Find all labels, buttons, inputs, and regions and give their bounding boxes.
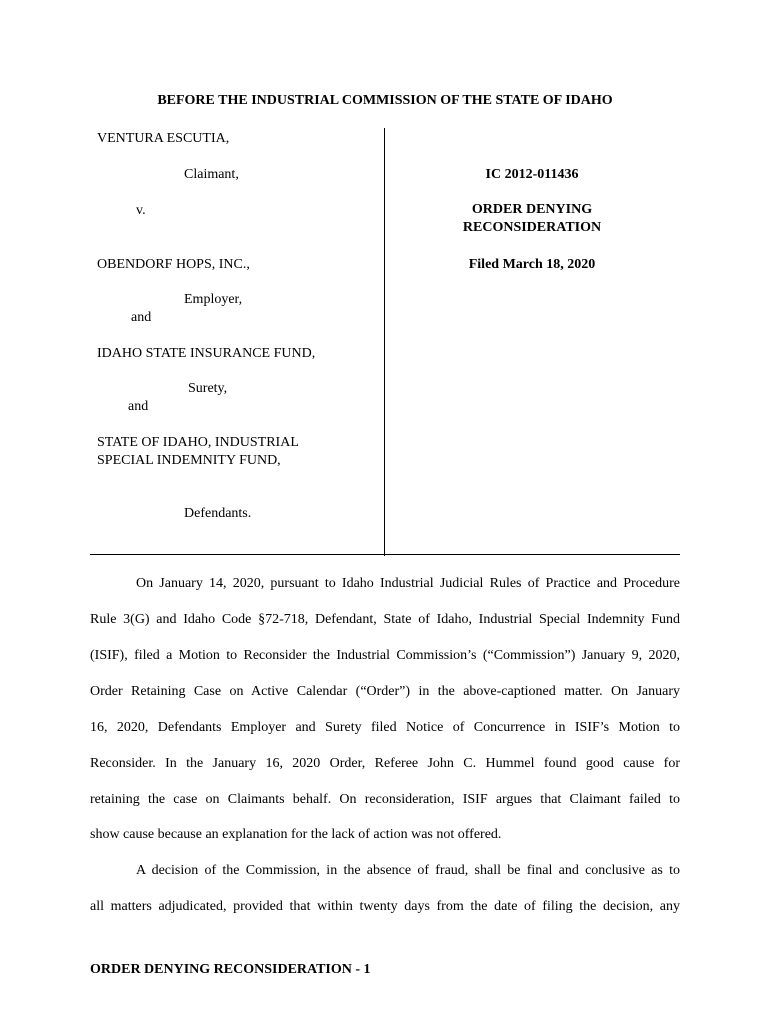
defendants-role: Defendants. bbox=[184, 506, 252, 521]
caption-horizontal-divider bbox=[90, 554, 680, 555]
paragraph1-line: Order Retaining Case on Active Calendar (“Order”) in the above-captioned matter. On January bbox=[90, 684, 680, 699]
document-heading: BEFORE THE INDUSTRIAL COMMISSION OF THE STATE OF IDAHO bbox=[157, 93, 613, 108]
versus-label: v. bbox=[136, 203, 146, 218]
isif-name-line1: STATE OF IDAHO, INDUSTRIAL bbox=[97, 435, 299, 450]
order-title-line2: RECONSIDERATION bbox=[462, 220, 602, 235]
caption-vertical-divider bbox=[384, 128, 385, 556]
paragraph2-line: A decision of the Commission, in the absence of fraud, shall be final and conclusive as to bbox=[136, 863, 680, 878]
isif-name-line2: SPECIAL INDEMNITY FUND, bbox=[97, 453, 281, 468]
and-label-1: and bbox=[131, 310, 152, 325]
case-number: IC 2012-011436 bbox=[485, 167, 579, 182]
paragraph1-line: Reconsider. In the January 16, 2020 Order, Referee John C. Hummel found good cause for bbox=[90, 756, 680, 771]
filed-date: Filed March 18, 2020 bbox=[468, 257, 596, 272]
paragraph1-last-line: show cause because an explanation for the lack of action was not offered. bbox=[90, 827, 502, 842]
paragraph2-line: all matters adjudicated, provided that within twenty days from the date of filing the decision, any bbox=[90, 899, 680, 914]
claimant-name: VENTURA ESCUTIA, bbox=[97, 131, 230, 146]
claimant-role: Claimant, bbox=[184, 167, 239, 182]
surety-role: Surety, bbox=[188, 381, 228, 396]
employer-name: OBENDORF HOPS, INC., bbox=[97, 257, 250, 272]
paragraph1-line: (ISIF), filed a Motion to Reconsider the Industrial Commission’s (“Commission”) January 9, 2020, bbox=[90, 648, 680, 663]
employer-role: Employer, bbox=[184, 292, 243, 307]
paragraph1-line: retaining the case on Claimants behalf. On reconsideration, ISIF argues that Claimant failed to bbox=[90, 792, 680, 807]
surety-name: IDAHO STATE INSURANCE FUND, bbox=[97, 346, 316, 361]
paragraph1-line: Rule 3(G) and Idaho Code §72-718, Defendant, State of Idaho, Industrial Special Indemnity Fund bbox=[90, 612, 680, 627]
and-label-2: and bbox=[128, 399, 149, 414]
page-footer: ORDER DENYING RECONSIDERATION - 1 bbox=[90, 962, 371, 977]
paragraph1-line: 16, 2020, Defendants Employer and Surety filed Notice of Concurrence in ISIF’s Motion to bbox=[90, 720, 680, 735]
order-title-line1: ORDER DENYING bbox=[471, 202, 593, 217]
paragraph1-line: On January 14, 2020, pursuant to Idaho Industrial Judicial Rules of Practice and Procedure bbox=[136, 576, 680, 591]
